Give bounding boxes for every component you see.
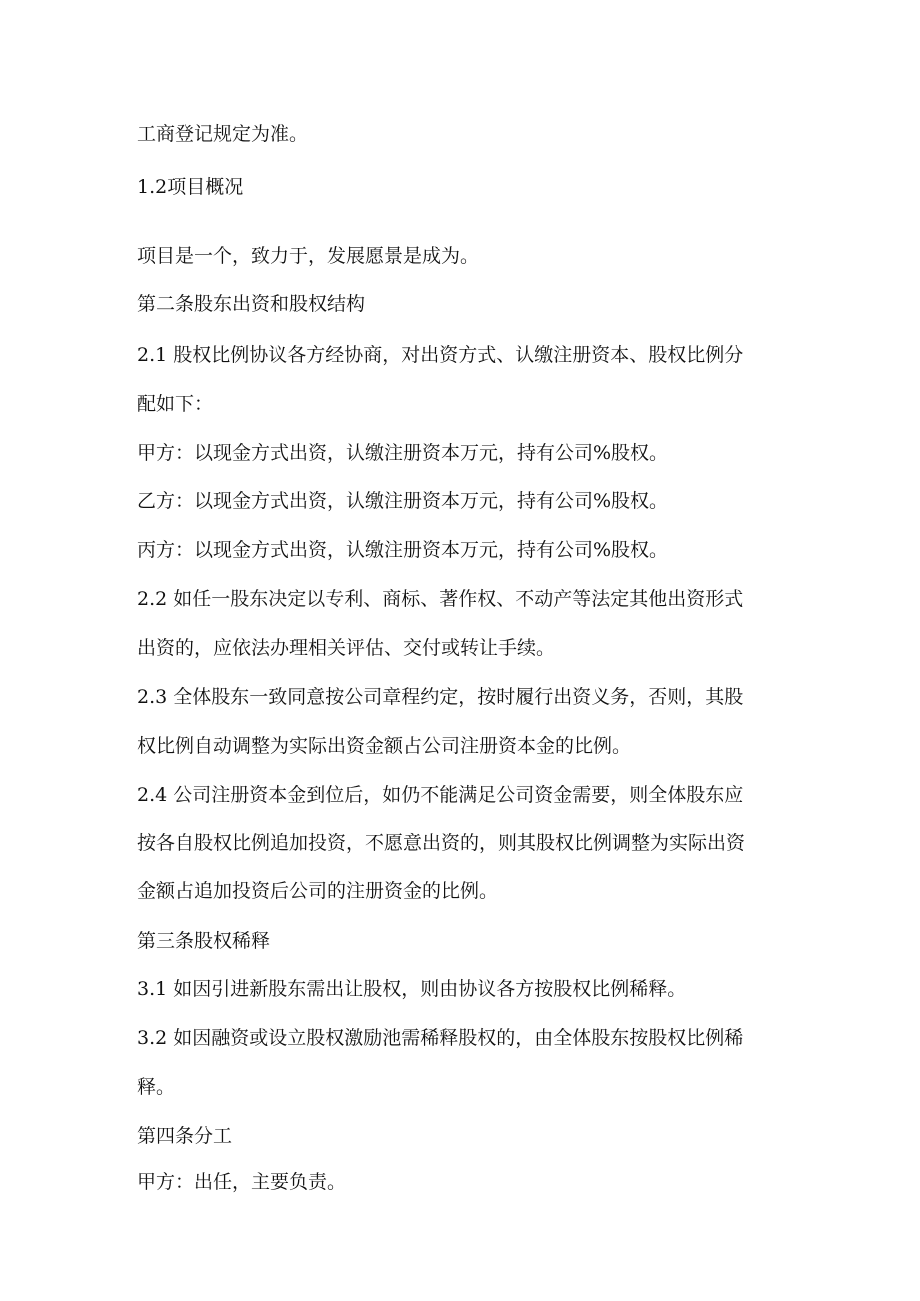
clause-line: 3.1 如因引进新股东需出让股权，则由协议各方按股权比例稀释。 xyxy=(137,978,687,1000)
section-heading: 1.2项目概况 xyxy=(137,176,244,198)
clause-line: 2.2 如任一股东决定以专利、商标、著作权、不动产等法定其他出资形式 xyxy=(137,588,744,610)
clause-line: 2.1 股权比例协议各方经协商，对出资方式、认缴注册资本、股权比例分 xyxy=(137,344,744,366)
party-line: 乙方：以现金方式出资，认缴注册资本万元，持有公司%股权。 xyxy=(137,490,669,512)
clause-line: 配如下： xyxy=(137,393,214,415)
text-line: 工商登记规定为准。 xyxy=(137,123,309,145)
clause-line: 出资的，应依法办理相关评估、交付或转让手续。 xyxy=(137,637,556,659)
clause-line: 释。 xyxy=(137,1076,176,1098)
text-line: 项目是一个，致力于，发展愿景是成为。 xyxy=(137,245,480,267)
clause-line: 金额占追加投资后公司的注册资金的比例。 xyxy=(137,880,499,902)
clause-line: 3.2 如因融资或设立股权激励池需稀释股权的，由全体股东按股权比例稀 xyxy=(137,1027,744,1049)
party-line: 丙方：以现金方式出资，认缴注册资本万元，持有公司%股权。 xyxy=(137,539,669,561)
clause-line: 2.4 公司注册资本金到位后，如仍不能满足公司资金需要，则全体股东应 xyxy=(137,784,744,806)
party-line: 甲方：出任，主要负责。 xyxy=(137,1171,347,1193)
clause-line: 权比例自动调整为实际出资金额占公司注册资本金的比例。 xyxy=(137,735,632,757)
article-heading: 第二条股东出资和股权结构 xyxy=(137,293,366,315)
article-heading: 第三条股权稀释 xyxy=(137,930,271,952)
clause-line: 2.3 全体股东一致同意按公司章程约定，按时履行出资义务，否则，其股 xyxy=(137,686,744,708)
party-line: 甲方：以现金方式出资，认缴注册资本万元，持有公司%股权。 xyxy=(137,442,669,464)
article-heading: 第四条分工 xyxy=(137,1125,233,1147)
clause-line: 按各自股权比例追加投资，不愿意出资的，则其股权比例调整为实际出资 xyxy=(137,832,746,854)
